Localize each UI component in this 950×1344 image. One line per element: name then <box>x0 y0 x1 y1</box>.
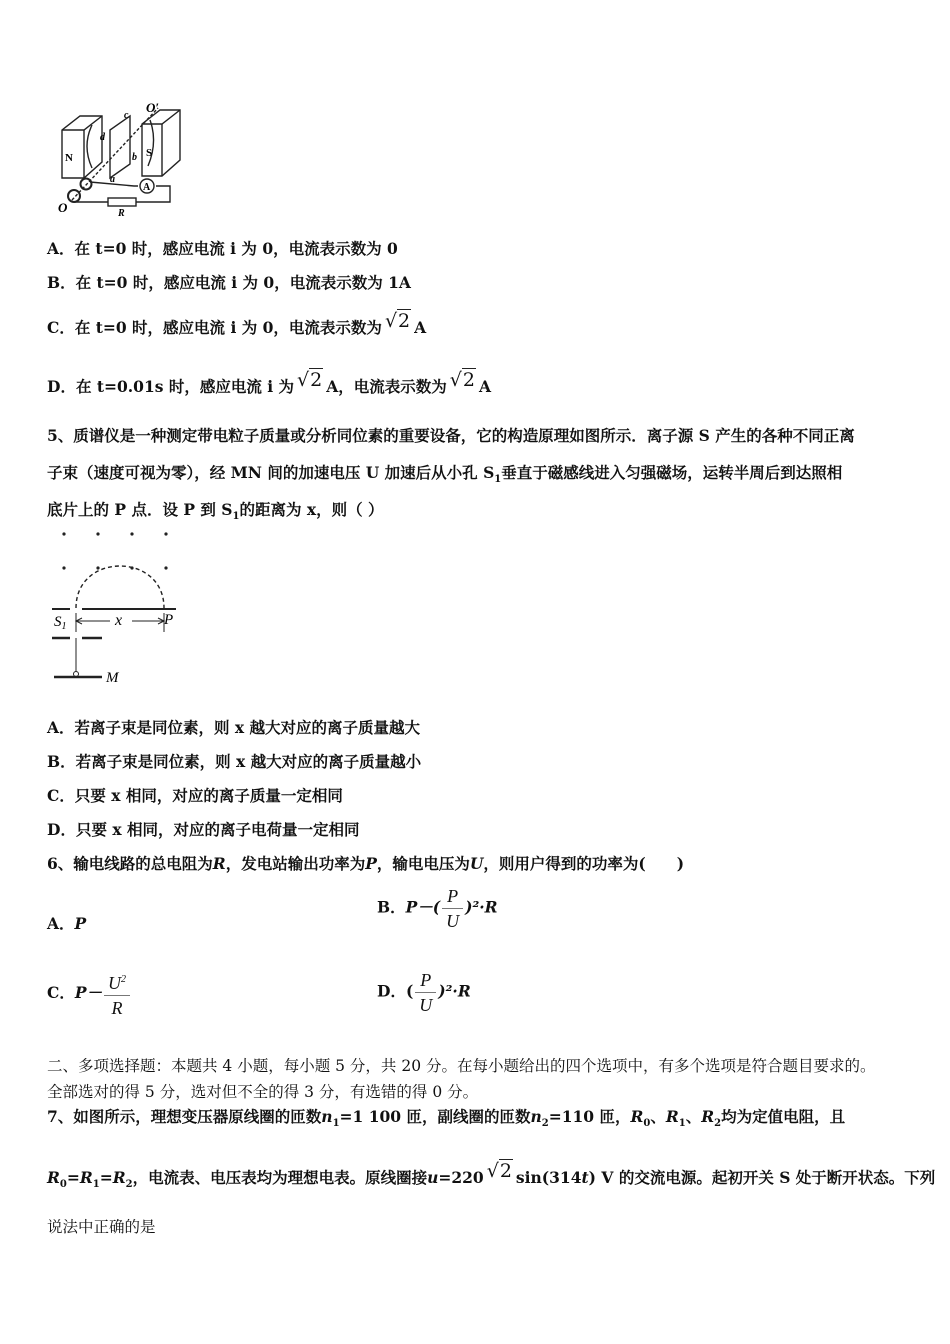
q5-option-d: D．只要 x 相同，对应的离子电荷量一定相同 <box>47 820 360 839</box>
q5-line-2-sub: 1 <box>494 474 502 486</box>
frac-exp: 2 <box>121 974 126 985</box>
q4-option-d-text: D．在 t=0.01s 时，感应电流 i 为 <box>47 377 295 396</box>
q7-var-r1: R <box>665 1107 679 1126</box>
fig2-label-p: P <box>164 612 174 628</box>
q7-var-n2: n <box>530 1107 542 1126</box>
q4-option-c <box>47 310 426 338</box>
q6-option-c-label: C． <box>47 983 75 1002</box>
q5-line-2-b: 垂直于磁感线进入匀强磁场，运转半周后到达照相 <box>501 463 843 482</box>
fig1-label-ammeter: A <box>143 182 151 193</box>
q5-line-1: 5、质谱仪是一种测定带电粒子质量或分析同位素的重要设备，它的构造原理如图所示．离子源 S 产生的各种不同正离 <box>47 426 855 445</box>
fraction-u2-over-r <box>104 968 130 1020</box>
q7-l2-r1: R <box>79 1168 93 1187</box>
sqrt-2: √2 <box>384 310 411 332</box>
frac-u: U <box>108 973 121 993</box>
q5-line-3-a: 底片上的 P 点．设 P 到 S <box>47 500 233 519</box>
frac-denominator: U <box>419 995 433 1015</box>
fig1-label-o-prime: O′ <box>146 100 160 115</box>
q6-option-b-label: B． <box>377 897 406 917</box>
frac-denominator: R <box>111 998 123 1018</box>
q6-stem-b: ，发电站输出功率为 <box>225 854 366 873</box>
sqrt-2: √2 <box>297 369 323 391</box>
q7-var-r2: R <box>701 1107 715 1126</box>
frac-numerator <box>104 968 130 996</box>
q6-option-c <box>47 968 132 1020</box>
q7-r1-sub: 1 <box>678 1118 686 1130</box>
q6-stem-d: ，则用户得到的功率为( ) <box>483 854 685 873</box>
q7-l2-r2: R <box>112 1168 126 1187</box>
q5-option-a: A．若离子束是同位素，则 x 越大对应的离子质量越大 <box>47 718 421 737</box>
q4-option-c-unit: A <box>414 318 427 337</box>
q5-line-3-b: 的距离为 x，则（ ） <box>239 500 384 519</box>
q7-l1-a: 7、如图所示，理想变压器原线圈的匝数 <box>47 1107 322 1126</box>
q6-var-p: P <box>365 854 377 873</box>
q6-option-b <box>377 884 498 933</box>
fig1-label-r: R <box>118 208 125 219</box>
fig2-label-x: x <box>115 612 123 629</box>
q6-var-u: U <box>469 854 484 873</box>
frac-numerator: P <box>415 968 436 993</box>
q6-option-b-post: )²·R <box>465 897 498 917</box>
q7-l2-r0: R <box>47 1168 60 1187</box>
q6-option-d-label: D． <box>377 981 406 1001</box>
q7-l2-r2-sub: 2 <box>125 1179 133 1191</box>
fig2-label-m: M <box>106 670 119 686</box>
frac-numerator: P <box>442 884 463 909</box>
sqrt-2: √2 <box>486 1160 512 1182</box>
q7-l1-d: 均为定值电阻，且 <box>721 1107 846 1126</box>
q5-line-3-sub: 1 <box>232 511 240 523</box>
q5-line-2 <box>47 461 842 485</box>
fraction-p-over-u <box>415 968 436 1017</box>
q5-line-2-a: 子束（速度可视为零），经 MN 间的加速电压 U 加速后从小孔 S <box>47 463 495 482</box>
q7-l2-a: ，电流表、电压表均为理想电表。原线圈接 <box>132 1168 428 1187</box>
frac-denominator: U <box>446 911 460 931</box>
q7-l2-c: sin(314 <box>515 1168 582 1187</box>
q6-option-a-label: A． <box>47 914 75 933</box>
q6-option-c-pre: P－ <box>74 983 102 1002</box>
q4-option-a: A．在 t=0 时，感应电流 i 为 0，电流表示数为 0 <box>47 239 398 258</box>
fig2-label-s1: $S_1$ <box>54 614 67 632</box>
q7-n2-sub: 2 <box>541 1118 549 1130</box>
fig1-label-a: a <box>110 174 115 185</box>
q6-option-d <box>377 968 471 1017</box>
sqrt-radicand: 2 <box>499 1160 512 1182</box>
q4-option-d-unit: A <box>478 377 492 396</box>
q7-l2-d: ) V 的交流电源。起初开关 S 处于断开状态。下列 <box>588 1168 936 1187</box>
q7-l1-b: =1 100 匝，副线圈的匝数 <box>339 1107 531 1126</box>
q7-var-u: u <box>427 1168 439 1187</box>
q6-option-d-pre: ( <box>405 981 414 1001</box>
fig1-label-o: O <box>58 200 68 215</box>
q7-l2-r1-sub: 1 <box>92 1179 100 1191</box>
q7-sep: 、 <box>685 1107 702 1126</box>
q6-stem <box>47 852 684 874</box>
sqrt-radicand: 2 <box>398 310 411 332</box>
q6-stem-a: 6、输电线路的总电阻为 <box>47 854 213 873</box>
q5-option-b: B．若离子束是同位素，则 x 越大对应的离子质量越小 <box>47 752 422 771</box>
fig1-label-n: N <box>65 152 73 164</box>
q7-l2-b: =220 <box>438 1168 484 1187</box>
q7-r0-sub: 0 <box>643 1118 651 1130</box>
sqrt-radicand: 2 <box>310 369 323 391</box>
q6-option-a <box>47 912 86 934</box>
fig1-label-b: b <box>132 152 137 163</box>
q4-option-c-text: C．在 t=0 时，感应电流 i 为 0，电流表示数为 <box>47 318 382 337</box>
fig1-label-c: c <box>124 110 129 121</box>
q4-option-d <box>47 369 491 397</box>
generator-figure <box>52 100 192 220</box>
q7-sep: 、 <box>650 1107 666 1126</box>
q7-l1-c: =110 匝， <box>548 1107 631 1126</box>
q7-r2-sub: 2 <box>714 1118 722 1130</box>
q6-var-r: R <box>212 854 226 873</box>
q7-eq: = <box>99 1168 113 1187</box>
q7-l2-r0-sub: 0 <box>59 1179 67 1191</box>
mass-spectrometer-figure <box>46 522 196 690</box>
q7-line-1 <box>47 1105 845 1129</box>
q4-option-d-mid: A，电流表示数为 <box>326 377 447 396</box>
q6-option-d-post: )²·R <box>438 981 471 1001</box>
fig1-label-d: d <box>100 132 105 143</box>
q7-line-3: 说法中正确的是 <box>47 1218 156 1236</box>
q7-n1-sub: 1 <box>332 1118 340 1130</box>
q4-option-b: B．在 t=0 时，感应电流 i 为 0，电流表示数为 1A <box>47 273 411 292</box>
section2-line-1: 二、多项选择题：本题共 4 小题，每小题 5 分，共 20 分。在每小题给出的四个选项中，有多个选项是符合题目要求的。 <box>47 1057 876 1075</box>
q5-line-3 <box>47 498 384 522</box>
q6-option-a-expr: P <box>74 914 87 933</box>
q7-var-n1: n <box>321 1107 333 1126</box>
sqrt-2: √2 <box>449 369 475 391</box>
q7-var-r0: R <box>630 1107 644 1126</box>
q5-option-c: C．只要 x 相同，对应的离子质量一定相同 <box>47 786 343 805</box>
q6-option-b-pre: P－( <box>405 897 441 917</box>
q7-line-2 <box>47 1160 935 1190</box>
q7-eq: = <box>66 1168 80 1187</box>
fraction-p-over-u <box>442 884 463 933</box>
q6-stem-c: ，输电电压为 <box>376 854 470 873</box>
fig1-label-s: S <box>146 147 153 159</box>
q7-var-t: t <box>581 1168 589 1187</box>
sqrt-radicand: 2 <box>462 369 475 391</box>
section2-line-2: 全部选对的得 5 分，选对但不全的得 3 分，有选错的得 0 分。 <box>47 1083 479 1101</box>
